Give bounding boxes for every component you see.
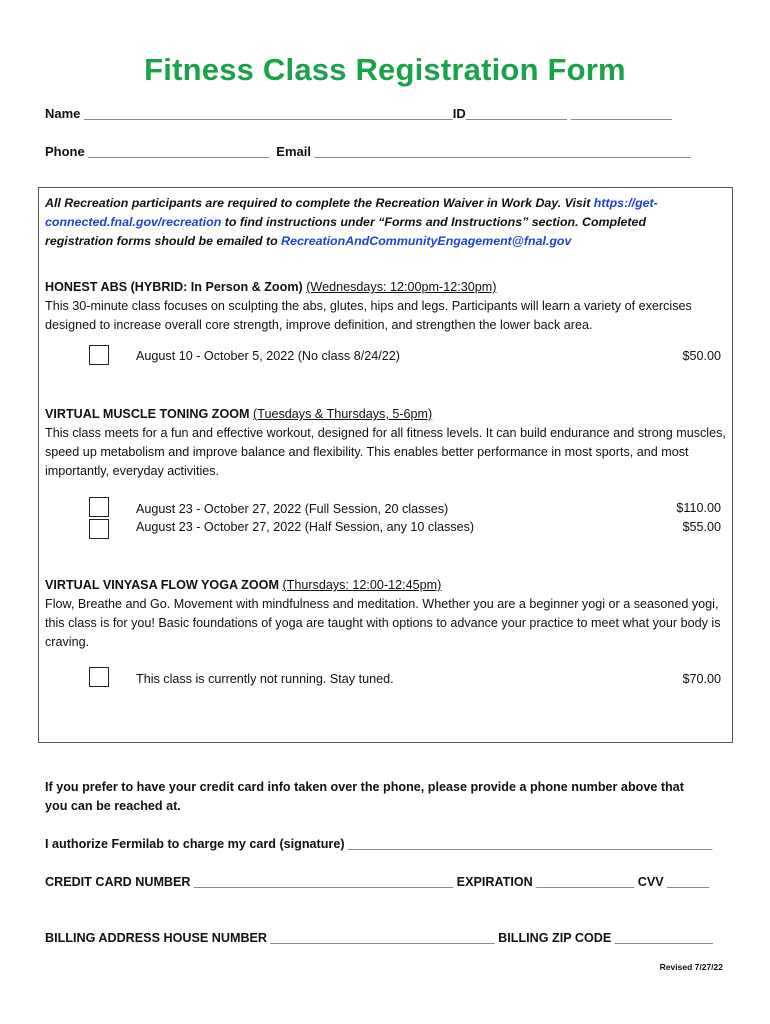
class-schedule: (Tuesdays & Thursdays, 5-6pm) [253,407,433,421]
notice-text-middle: to find instructions under “Forms and Instructions” section. Completed registration forms should be emailed to [45,215,647,248]
checkbox-yoga[interactable] [89,667,109,687]
class-schedule: (Wednesdays: 12:00pm-12:30pm) [306,280,497,294]
class-schedule: (Thursdays: 12:00-12:45pm) [282,578,442,592]
authorize-signature-line[interactable]: I authorize Fermilab to charge my card (signature) ____________________________________________________ [45,837,713,851]
option-label: August 10 - October 5, 2022 (No class 8/24/22) [136,349,400,363]
class-muscle-toning [45,405,730,481]
notice-text-start: All Recreation participants are required to complete the Recreation Waiver in Work Day. Visit [45,196,594,210]
class-description: This 30-minute class focuses on sculpting the abs, glutes, hips and legs. Participants will learn a variety of exercises designed to increase overall core strength, improve definition, and strengthen the lower back area. [45,299,692,332]
phone-email-field-line[interactable]: Phone _________________________ Email ____________________________________________________ [45,144,691,159]
recreation-link[interactable]: https://get-connected.fnal.gov/recreation [45,196,658,229]
billing-address-line[interactable]: BILLING ADDRESS HOUSE NUMBER ________________________________ BILLING ZIP CODE ______________ [45,931,713,945]
class-name: VIRTUAL VINYASA FLOW YOGA ZOOM [45,578,279,592]
class-name: VIRTUAL MUSCLE TONING ZOOM [45,407,250,421]
revised-date: Revised 7/27/22 [659,962,723,972]
form-title: Fitness Class Registration Form [144,52,626,87]
class-honest-abs [45,278,730,335]
checkbox-half-session[interactable] [89,519,109,539]
option-price: $110.00 [676,501,721,515]
waiver-notice [45,194,715,251]
class-description: Flow, Breathe and Go. Movement with mindfulness and meditation. Whether you are a beginner yogi or a seasoned yogi, this class is for you! Basic foundations of yoga are taught with options to advance your practice to meet what your body is craving. [45,597,721,649]
option-price: $55.00 [682,520,721,534]
checkbox-honest-abs[interactable] [89,345,109,365]
option-price: $50.00 [682,349,721,363]
email-link[interactable]: RecreationAndCommunityEngagement@fnal.gov [281,234,572,248]
option-label: This class is currently not running. Stay tuned. [136,672,394,686]
class-name: HONEST ABS (HYBRID: In Person & Zoom) [45,280,303,294]
checkbox-full-session[interactable] [89,497,109,517]
phone-note-line-1: If you prefer to have your credit card info taken over the phone, please provide a phone number above that [45,780,684,794]
name-id-field-line[interactable]: Name ___________________________________________________ID______________ ______________ [45,106,672,121]
phone-note-line-2: you can be reached at. [45,799,181,813]
class-vinyasa-yoga [45,576,730,652]
option-label: August 23 - October 27, 2022 (Half Session, any 10 classes) [136,520,475,534]
option-price: $70.00 [682,672,721,686]
option-label: August 23 - October 27, 2022 (Full Session, 20 classes) [136,502,449,516]
credit-card-line[interactable]: CREDIT CARD NUMBER _____________________________________ EXPIRATION ______________ CVV ______ [45,875,710,889]
class-description: This class meets for a fun and effective workout, designed for all fitness levels. It can build endurance and strong muscles, speed up metabolism and improve balance and flexibility. This enables better performance in most sports, and most importantly, everyday activities. [45,426,726,478]
